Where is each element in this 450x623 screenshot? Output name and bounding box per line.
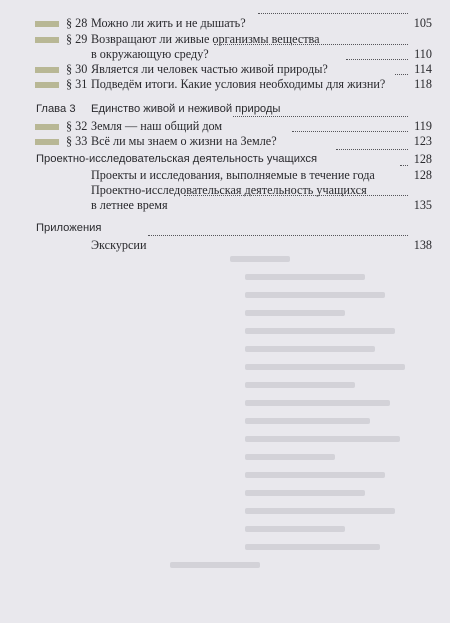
- section-title: Является ли человек частью живой природы?: [91, 62, 328, 76]
- page-number: 105: [413, 16, 432, 30]
- section-number: § 33: [66, 134, 88, 148]
- section-title-continued: в окружающую среду?: [91, 47, 209, 61]
- project-item-title-continued: в летнее время: [91, 198, 168, 212]
- section-marker: [35, 21, 59, 27]
- section-number: § 29: [66, 32, 88, 46]
- section-number: § 28: [66, 16, 88, 30]
- section-marker: [35, 139, 59, 145]
- section-marker: [35, 37, 59, 43]
- section-marker: [35, 82, 59, 88]
- chapter-title: Единство живой и неживой природы: [91, 103, 281, 115]
- dot-leader: [258, 13, 408, 14]
- page-number: 135: [413, 198, 432, 212]
- page-number: 128: [413, 168, 432, 182]
- section-number: § 30: [66, 62, 88, 76]
- chapter-label: Глава 3: [36, 103, 76, 115]
- section-title: Подведём итоги. Какие условия необходимы для жизни?: [91, 77, 386, 91]
- dot-leader: [184, 195, 408, 196]
- appendix-item-title: Экскурсии: [91, 238, 147, 252]
- page-number: 110: [414, 47, 432, 61]
- section-number: § 31: [66, 77, 88, 91]
- page-number: 119: [414, 119, 432, 133]
- project-item-title: Проектно-исследовательская деятельность учащихся: [91, 183, 367, 197]
- dot-leader: [292, 131, 408, 132]
- page-number: 118: [414, 77, 432, 91]
- dot-leader: [233, 116, 408, 117]
- section-title: Можно ли жить и не дышать?: [91, 16, 246, 30]
- dot-leader: [395, 74, 408, 75]
- section-number: § 32: [66, 119, 88, 133]
- page-number: 138: [413, 238, 432, 252]
- dot-leader: [400, 165, 408, 166]
- section-marker: [35, 124, 59, 130]
- section-marker: [35, 67, 59, 73]
- section-title: Земля — наш общий дом: [91, 119, 223, 133]
- section-title: Всё ли мы знаем о жизни на Земле?: [91, 134, 277, 148]
- page-number: 128: [413, 152, 432, 166]
- page-number: 123: [413, 134, 432, 148]
- projects-heading: Проектно-исследовательская деятельность учащихся: [36, 153, 318, 165]
- dot-leader: [346, 59, 408, 60]
- page-number: 114: [414, 62, 432, 76]
- show-through-texture: [0, 240, 450, 600]
- appendix-heading: Приложения: [36, 222, 102, 234]
- dot-leader: [214, 44, 408, 45]
- section-title: Возвращают ли живые организмы вещества: [91, 32, 320, 46]
- dot-leader: [148, 235, 408, 236]
- project-item-title: Проекты и исследования, выполняемые в течение года: [91, 168, 375, 182]
- dot-leader: [336, 149, 408, 150]
